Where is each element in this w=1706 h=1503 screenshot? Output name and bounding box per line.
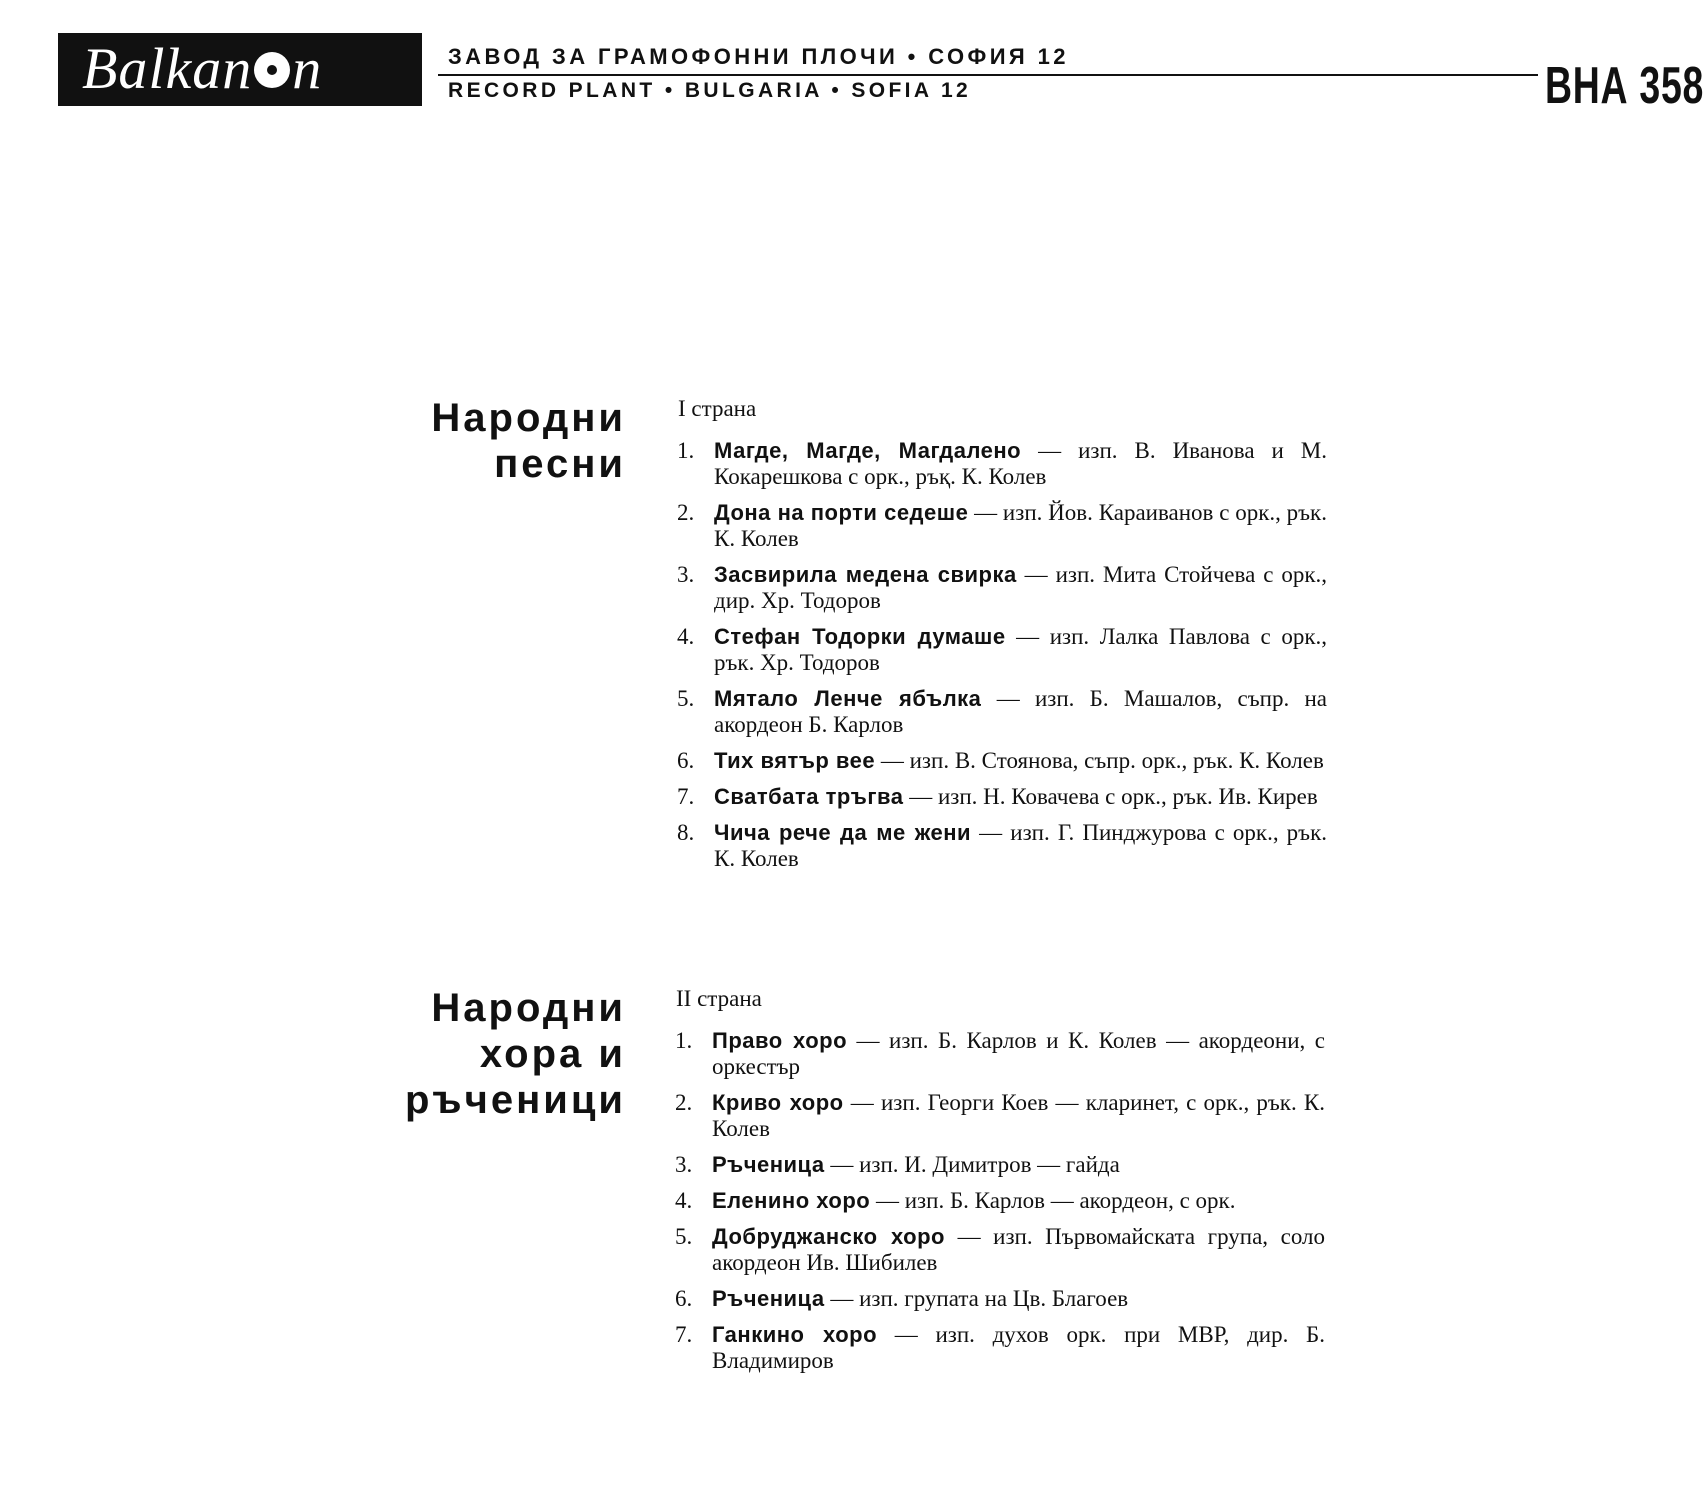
track-number: 2. [675, 1090, 693, 1115]
track-title: Дона на порти седеше [714, 500, 969, 525]
track-item [675, 1090, 1325, 1142]
track-number: 7. [675, 1322, 693, 1347]
track-number: 7. [677, 784, 695, 809]
track-item [675, 1322, 1325, 1374]
track-credit: — изп. В. Стоянова, съпр. орк., рък. К. Колев [875, 748, 1324, 773]
track-title: Тих вятър вее [714, 748, 876, 773]
track-item [677, 624, 1327, 676]
label-logo [58, 33, 422, 106]
track-item [675, 1028, 1325, 1080]
track-title: Засвирила медена свирка [714, 562, 1017, 587]
track-list [675, 1028, 1325, 1384]
track-credit: — изп. Н. Ковачева с орк., рък. Ив. Кирев [903, 784, 1318, 809]
track-number: 6. [677, 748, 695, 773]
header-divider [438, 74, 1538, 76]
section-title-line: Народни [431, 396, 626, 440]
track-number: 1. [675, 1028, 693, 1053]
track-credit: — изп. Лалка Павлова с орк., рък. Хр. Тодоров [714, 624, 1327, 675]
track-credit: — изп. Първомайската група, соло акордеон Ив. Шибилев [712, 1224, 1325, 1275]
track-item [677, 820, 1327, 872]
track-credit: — изп. Георги Коев — кларинет, с орк., рък. К. Колев [712, 1090, 1325, 1141]
track-number: 1. [677, 438, 695, 463]
logo-wordmark [82, 37, 322, 101]
track-title: Право хоро [712, 1028, 848, 1053]
section-title [405, 985, 626, 1123]
track-credit: — изп. Б. Карлов и К. Колев — акордеони, с оркестър [712, 1028, 1325, 1079]
track-credit: — изп. Г. Пинджурова с орк., рък. К. Колев [714, 820, 1327, 871]
track-title: Ръченица [712, 1152, 825, 1177]
logo-text-part-1: Balkan [82, 36, 253, 101]
track-number: 5. [675, 1224, 693, 1249]
track-number: 3. [675, 1152, 693, 1177]
track-credit: — изп. Мита Стойчева с орк., дир. Хр. Тодоров [714, 562, 1327, 613]
track-item [675, 1224, 1325, 1276]
track-title: Криво хоро [712, 1090, 844, 1115]
track-item [675, 1286, 1325, 1312]
section-title [431, 395, 626, 487]
track-credit: — изп. групата на Цв. Благоев [824, 1286, 1129, 1311]
track-item [677, 500, 1327, 552]
track-item [677, 562, 1327, 614]
track-list [677, 438, 1327, 882]
section-title-line: Народни [431, 986, 626, 1030]
track-title: Мятало Ленче ябълка [714, 686, 982, 711]
plant-name-bulgarian: ЗАВОД ЗА ГРАМОФОННИ ПЛОЧИ • СОФИЯ 12 [448, 44, 1069, 69]
plant-name-english: RECORD PLANT • BULGARIA • SOFIA 12 [448, 79, 972, 102]
track-title: Ганкино хоро [712, 1322, 878, 1347]
track-credit: — изп. И. Димитров — гайда [824, 1152, 1120, 1177]
track-number: 4. [677, 624, 695, 649]
track-credit: — изп. Йов. Караиванов с орк., рък. К. Колев [714, 500, 1327, 551]
record-disc-icon [254, 52, 290, 88]
track-title: Добруджанско хоро [712, 1224, 945, 1249]
track-number: 8. [677, 820, 695, 845]
track-title: Стефан Тодорки думаше [714, 624, 1006, 649]
section-title-line: ръченици [405, 1078, 626, 1122]
track-title: Чича рече да ме жени [714, 820, 972, 845]
track-item [677, 748, 1327, 774]
catalog-number: ВНА 358 [1545, 57, 1705, 115]
track-item [675, 1152, 1325, 1178]
track-number: 6. [675, 1286, 693, 1311]
track-item [677, 438, 1327, 490]
section-title-line: хора и [479, 1032, 626, 1076]
track-item [677, 784, 1327, 810]
track-item [675, 1188, 1325, 1214]
track-number: 5. [677, 686, 695, 711]
track-credit: — изп. Б. Машалов, съпр. на акордеон Б. Карлов [714, 686, 1327, 737]
track-credit: — изп. В. Иванова и М. Кокарешкова с орк., ръқ. К. Колев [714, 438, 1327, 489]
track-title: Магде, Магде, Магдалено [714, 438, 1022, 463]
side-label: II страна [676, 986, 762, 1011]
track-item [677, 686, 1327, 738]
logo-text-part-2: n [292, 36, 323, 101]
track-title: Сватбата тръгва [714, 784, 904, 809]
track-number: 3. [677, 562, 695, 587]
track-credit: — изп. духов орк. при МВР, дир. Б. Владимиров [712, 1322, 1326, 1373]
track-title: Еленино хоро [712, 1188, 871, 1213]
section-title-line: песни [494, 442, 626, 486]
track-number: 2. [677, 500, 695, 525]
side-label: I страна [678, 396, 757, 421]
track-title: Ръченица [712, 1286, 825, 1311]
track-number: 4. [675, 1188, 693, 1213]
track-credit: — изп. Б. Карлов — акордеон, с орк. [870, 1188, 1236, 1213]
